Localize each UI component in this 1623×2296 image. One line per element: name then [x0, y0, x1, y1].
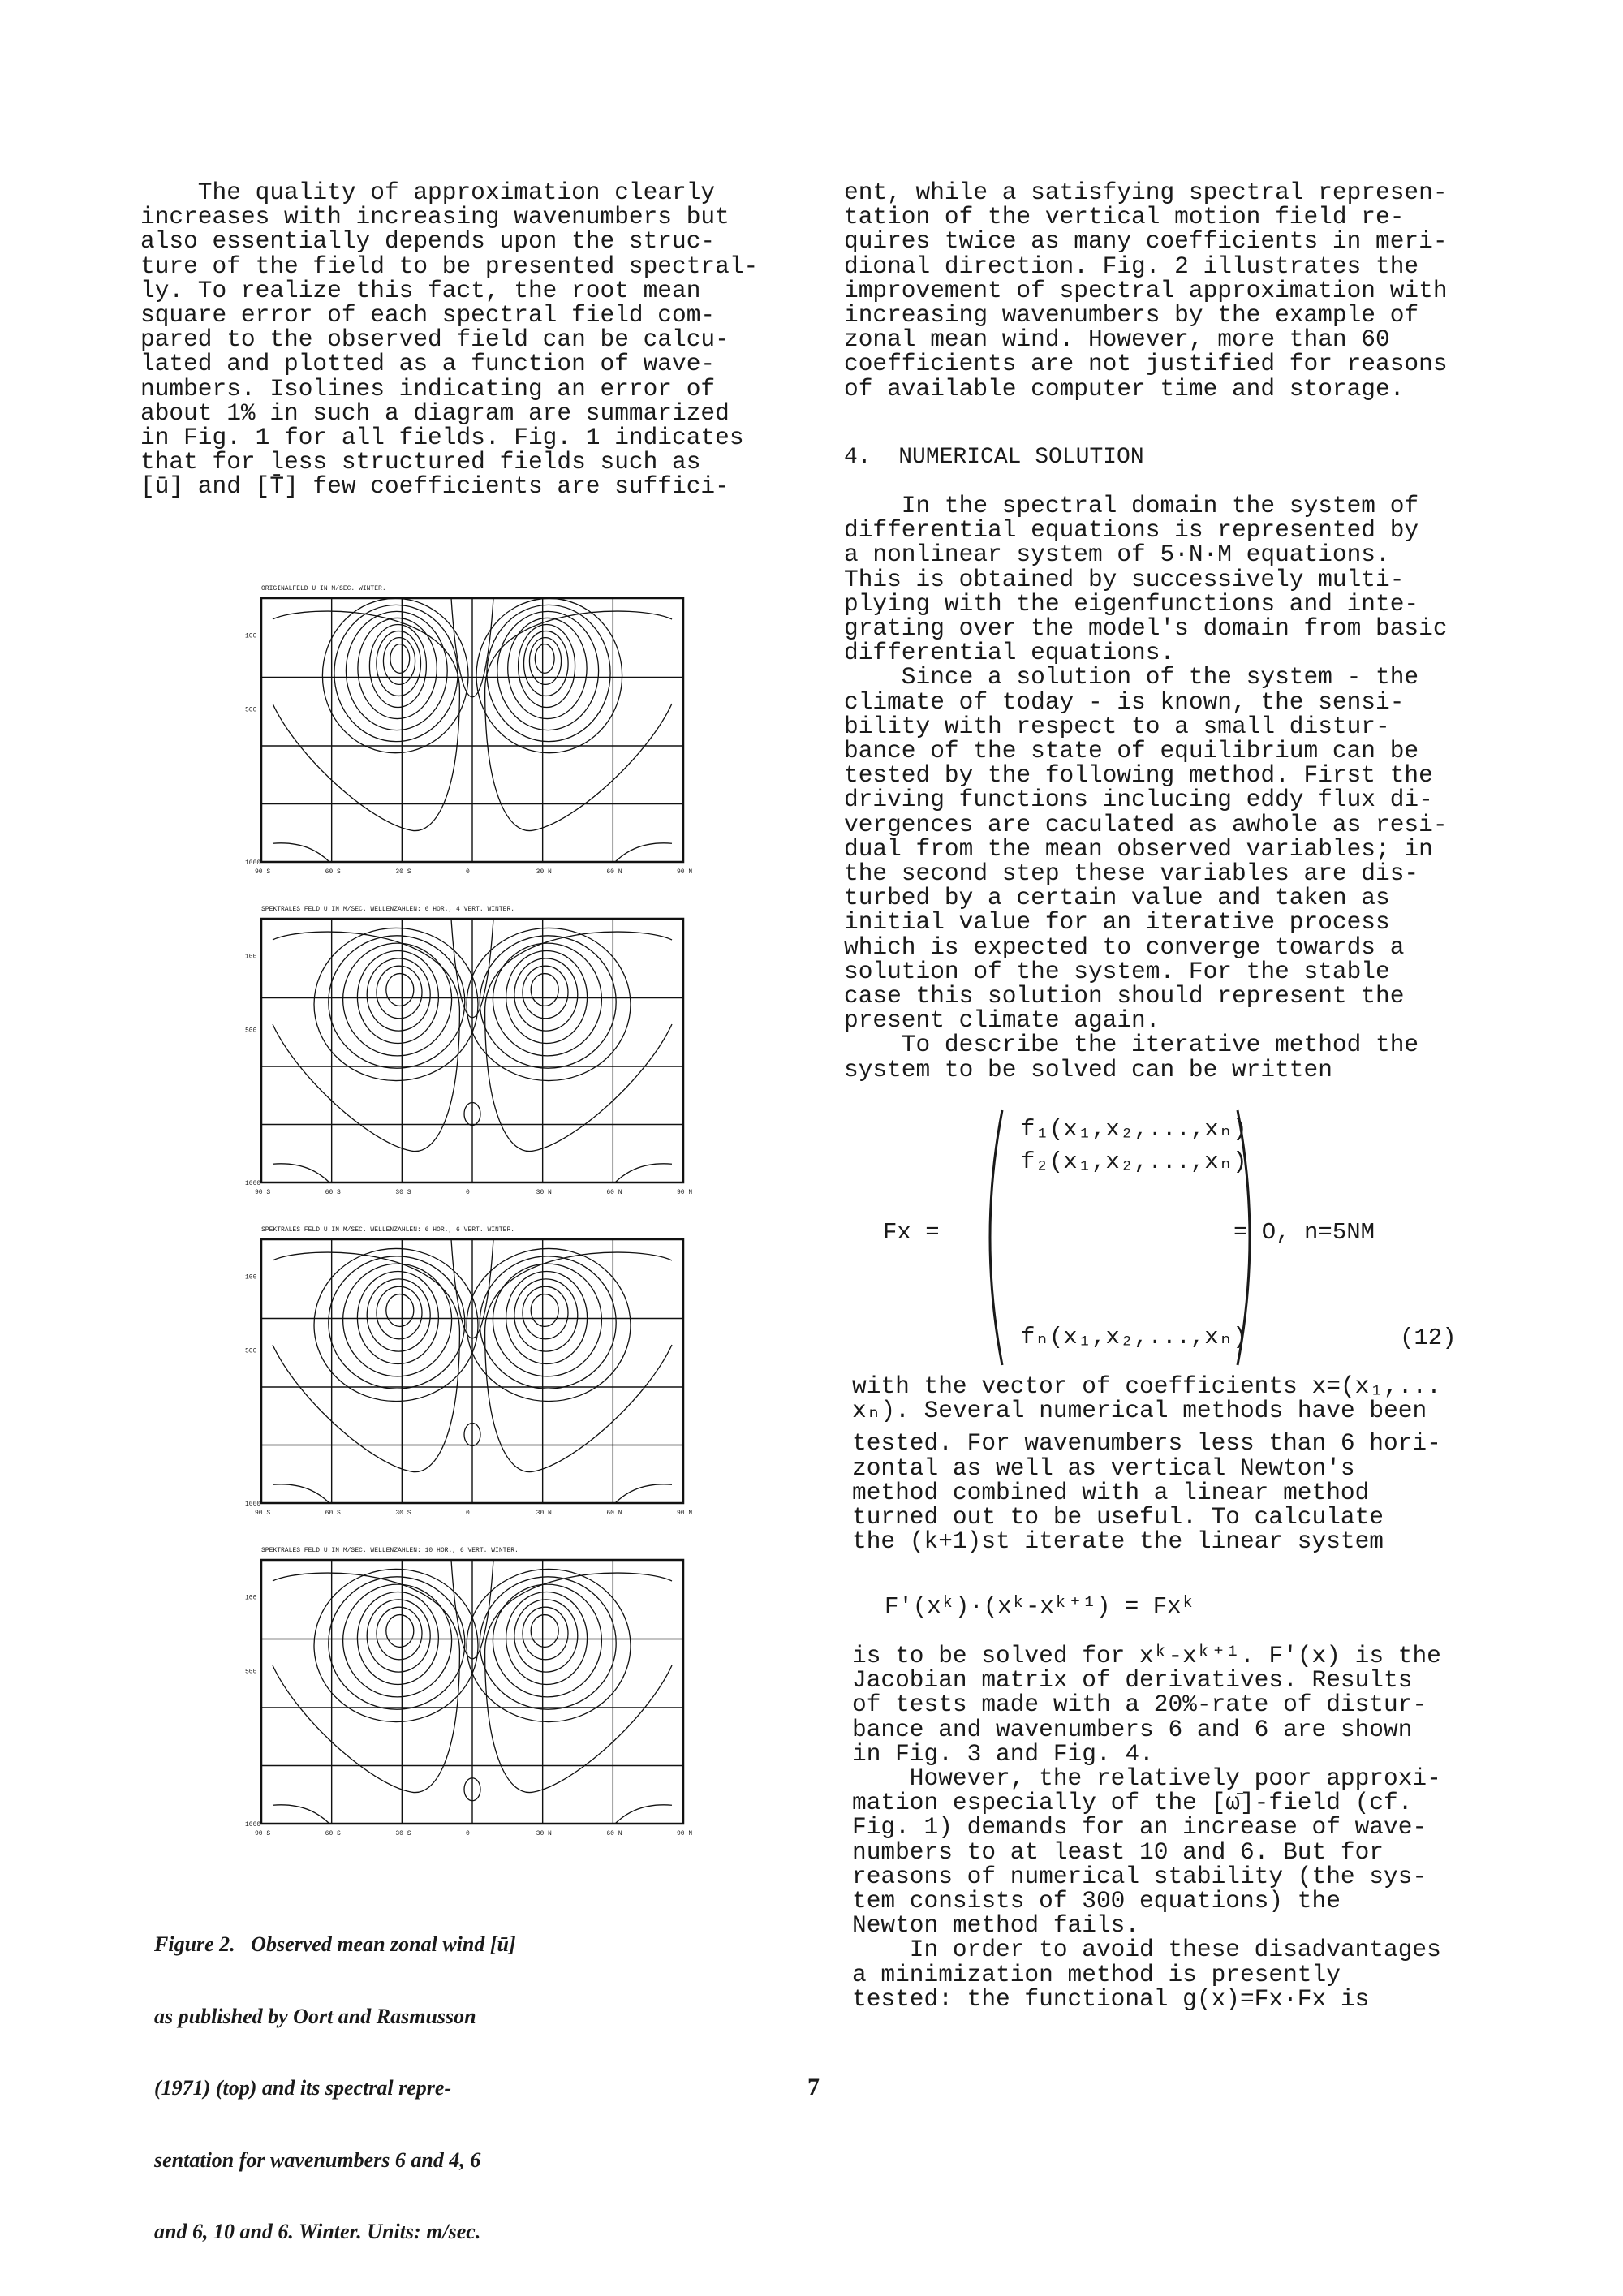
isoline [493, 1264, 601, 1376]
caption-line: Figure 2. Observed mean zonal wind [ū] [154, 1932, 516, 1956]
equation-row-n: fₙ(x₁,x₂,...,xₙ) [1021, 1324, 1247, 1350]
isoline [343, 1584, 452, 1697]
equation-newton: F'(xᵏ)·(xᵏ-xᵏ⁺¹) = Fxᵏ [885, 1593, 1195, 1620]
text-line: dional direction. Fig. 2 illustrates the [844, 252, 1419, 280]
text-line: that for less structured fields such as [140, 448, 701, 476]
text-line: about 1% in such a diagram are summarized [140, 398, 730, 427]
isoline [506, 951, 588, 1044]
text-line: In order to avoid these disadvantages [852, 1936, 1441, 1964]
caption-line: as published by Oort and Rasmusson [154, 2004, 476, 2028]
text-line: square error of each spectral field com- [140, 301, 716, 330]
text-line: vergences are caculated as awhole as resi- [844, 810, 1448, 838]
contour-panel-original [243, 580, 706, 881]
left-paragraph-1 [140, 180, 790, 499]
text-line: differential equations. [844, 639, 1175, 667]
x-tick-label: 60 N [606, 868, 622, 876]
figure-caption [154, 1885, 803, 2268]
isoline [273, 843, 329, 862]
x-tick-label: 90 S [255, 1189, 271, 1196]
x-tick-label: 30 S [395, 1189, 411, 1196]
isoline [487, 605, 610, 741]
x-tick-label: 60 S [325, 1189, 341, 1196]
text-line: increases with increasing wavenumbers but [140, 203, 730, 231]
text-line: tested: the functional g(x)=Fx·Fx is [852, 1984, 1370, 2013]
contour-plot [243, 1542, 706, 1842]
x-tick-label: 90 S [255, 1830, 271, 1837]
contour-plot [243, 901, 706, 1201]
right-paragraph-2 [844, 493, 1485, 1082]
equation-number: (12) [1400, 1325, 1457, 1351]
y-tick-label: 1000 [245, 1501, 261, 1508]
isoline [480, 1256, 616, 1389]
x-tick-label: 0 [466, 1189, 470, 1196]
right-paragraph-3 [852, 1372, 1493, 1556]
text-line: in Fig. 1 for all fields. Fig. 1 indicates [140, 424, 744, 452]
text-line: bance and wavenumbers 6 and 6 are shown [852, 1715, 1413, 1743]
right-paragraph-4 [852, 1643, 1493, 2011]
x-tick-label: 60 N [606, 1830, 622, 1837]
text-line: with the vector of coefficients x=(x₁,... [852, 1372, 1441, 1400]
text-line: plying with the eigenfunctions and inte- [844, 589, 1419, 618]
caption-line: (1971) (top) and its spectral repre- [154, 2076, 452, 2100]
y-tick-label: 1000 [245, 1821, 261, 1829]
equation-lhs: Fx = [883, 1219, 940, 1246]
text-line: case this solution should represent the [844, 982, 1405, 1010]
panel-title: SPEKTRALES FELD U IN M/SEC. WELLENZAHLEN: 6 HOR., 4 VERT. WINTER. [261, 906, 515, 913]
text-line: tem consists of 300 equations) the [852, 1887, 1341, 1915]
isoline [386, 1294, 414, 1327]
x-tick-label: 0 [466, 1830, 470, 1837]
isoline [615, 843, 672, 862]
text-line: numbers. Isolines indicating an error of [140, 374, 716, 403]
x-tick-label: 30 N [536, 868, 552, 876]
isoline [531, 1615, 558, 1648]
isoline [273, 932, 459, 1151]
isoline [615, 1805, 672, 1824]
text-line: quires twice as many coefficients in meri- [844, 227, 1448, 256]
x-tick-label: 90 N [677, 1510, 693, 1517]
text-line: of tests made with a 20%-rate of distur- [852, 1691, 1427, 1719]
isoline [273, 1805, 329, 1824]
text-line: the second step these variables are dis- [844, 859, 1419, 888]
x-tick-label: 90 N [677, 868, 693, 876]
contour-panel-6-4 [243, 901, 706, 1201]
x-tick-label: 90 N [677, 1830, 693, 1837]
page-number: 7 [807, 2074, 820, 2100]
isoline [485, 1573, 672, 1792]
x-tick-label: 90 S [255, 868, 271, 876]
y-tick-label: 1000 [245, 859, 261, 867]
isoline [357, 1272, 438, 1364]
isoline [346, 611, 447, 730]
text-line: zontal as well as vertical Newton's [852, 1454, 1355, 1482]
isoline [493, 1584, 601, 1697]
y-tick-label: 100 [245, 1594, 257, 1602]
text-line: differential equations is represented by [844, 516, 1419, 545]
isoline [357, 951, 438, 1044]
text-line: Fig. 1) demands for an increase of wave- [852, 1813, 1427, 1842]
isoline [329, 936, 465, 1068]
text-line: solution of the system. For the stable [844, 957, 1390, 985]
panel-title: SPEKTRALES FELD U IN M/SEC. WELLENZAHLEN: 6 HOR., 6 VERT. WINTER. [261, 1226, 515, 1234]
isoline [531, 1294, 558, 1327]
equation-row-1: f₁(x₁,x₂,...,xₙ) [1021, 1116, 1247, 1143]
text-line: present climate again. [844, 1006, 1160, 1035]
text-line: also essentially depends upon the struc- [140, 227, 716, 256]
text-line: ent, while a satisfying spectral represen- [844, 179, 1448, 206]
section-heading: 4. NUMERICAL SOLUTION [844, 445, 1144, 470]
isoline [273, 1164, 329, 1182]
text-line: tested by the following method. First the [844, 761, 1433, 790]
isoline [519, 625, 575, 708]
text-line: tested. For wavenumbers less than 6 hori- [852, 1429, 1441, 1458]
text-line: which is expected to converge towards a [844, 933, 1405, 961]
x-tick-label: 90 N [677, 1189, 693, 1196]
text-line: of available computer time and storage. [844, 374, 1405, 403]
isoline [329, 1256, 465, 1389]
y-tick-label: 500 [245, 1027, 257, 1035]
x-tick-label: 30 S [395, 1830, 411, 1837]
isoline [386, 974, 414, 1006]
text-line: increasing wavenumbers by the example of [844, 301, 1419, 330]
panel-title: ORIGINALFELD U IN M/SEC. WINTER. [261, 585, 386, 592]
text-line: Newton method fails. [852, 1911, 1140, 1940]
y-tick-label: 1000 [245, 1180, 261, 1187]
text-line: turbed by a certain value and taken as [844, 884, 1390, 912]
text-line: turned out to be useful. To calculate [852, 1503, 1384, 1531]
isoline [485, 932, 672, 1151]
text-line: [ū] and [T̄] few coefficients are suffici- [140, 472, 730, 501]
text-line: Since a solution of the system - the [844, 663, 1419, 691]
x-tick-label: 0 [466, 1510, 470, 1517]
equation-rhs: = O, n=5NM [1233, 1219, 1375, 1246]
isoline [480, 1577, 616, 1709]
isoline [386, 1615, 414, 1648]
x-tick-label: 60 S [325, 1830, 341, 1837]
text-line: coefficients are not justified for reasons [844, 350, 1448, 378]
x-tick-label: 60 N [606, 1510, 622, 1517]
isoline [334, 605, 458, 741]
isoline [506, 1592, 588, 1685]
contour-panel-10-6 [243, 1542, 706, 1842]
x-tick-label: 60 S [325, 1510, 341, 1517]
text-line: zonal mean wind. However, more than 60 [844, 325, 1390, 354]
left-column [140, 180, 790, 499]
text-line: ture of the field to be presented spectral- [140, 252, 759, 280]
y-tick-label: 100 [245, 1273, 257, 1282]
text-line: a minimization method is presently [852, 1960, 1341, 1988]
isoline [531, 974, 558, 1006]
text-line: improvement of spectral approximation with [844, 276, 1448, 304]
isoline [390, 644, 410, 674]
text-line: is to be solved for xᵏ-xᵏ⁺¹. F'(x) is the [852, 1642, 1441, 1669]
y-tick-label: 500 [245, 1347, 257, 1355]
contour-plot [243, 1221, 706, 1522]
text-line: The quality of approximation clearly [140, 179, 716, 206]
text-line: climate of today - is known, the sensi- [844, 687, 1405, 716]
isoline [497, 611, 599, 730]
text-line: mation especially of the [ω̄]-field (cf. [852, 1789, 1413, 1817]
figure-2 [243, 580, 706, 1871]
isoline [273, 1252, 459, 1471]
isoline [357, 1592, 438, 1685]
x-tick-label: 30 S [395, 1510, 411, 1517]
y-tick-label: 100 [245, 632, 257, 640]
text-line: bility with respect to a small distur- [844, 712, 1390, 740]
contour-panel-6-6 [243, 1221, 706, 1522]
right-column [844, 180, 1485, 401]
x-tick-label: 30 N [536, 1510, 552, 1517]
x-tick-label: 60 N [606, 1189, 622, 1196]
text-line: the (k+1)st iterate the linear system [852, 1527, 1384, 1556]
text-line: system to be solved can be written [844, 1055, 1332, 1083]
isoline [343, 943, 452, 1056]
text-line: lated and plotted as a function of wave- [140, 350, 716, 378]
y-tick-label: 500 [245, 706, 257, 714]
caption-line: and 6, 10 and 6. Winter. Units: m/sec. [154, 2220, 481, 2243]
isoline [506, 1272, 588, 1364]
text-line: driving functions inclucing eddy flux di- [844, 786, 1433, 814]
text-line: a nonlinear system of 5·N·M equations. [844, 541, 1390, 569]
contour-plot [243, 580, 706, 881]
x-tick-label: 30 S [395, 868, 411, 876]
text-line: dual from the mean observed variables; in [844, 834, 1433, 863]
isoline [480, 936, 616, 1068]
isoline [485, 1252, 672, 1471]
text-line: numbers to at least 10 and 6. But for [852, 1837, 1384, 1866]
isoline [343, 1264, 452, 1376]
equation-row-2: f₂(x₁,x₂,...,xₙ) [1021, 1148, 1247, 1175]
x-tick-label: 90 S [255, 1510, 271, 1517]
text-line: xₙ). Several numerical methods have been [852, 1397, 1427, 1425]
isoline [535, 644, 554, 674]
x-tick-label: 60 S [325, 868, 341, 876]
x-tick-label: 30 N [536, 1830, 552, 1837]
isoline [615, 1484, 672, 1503]
panel-title: SPEKTRALES FELD U IN M/SEC. WELLENZAHLEN: 10 HOR., 6 VERT. WINTER. [261, 1547, 519, 1554]
caption-line: sentation for wavenumbers 6 and 4, 6 [154, 2147, 481, 2172]
text-line: tation of the vertical motion field re- [844, 203, 1405, 231]
text-line: pared to the observed field can be calcu- [140, 325, 730, 354]
text-line: grating over the model's domain from basic [844, 614, 1448, 643]
y-tick-label: 500 [245, 1668, 257, 1676]
text-line: ly. To realize this fact, the root mean [140, 276, 701, 304]
text-line: method combined with a linear method [852, 1478, 1370, 1506]
text-line: In the spectral domain the system of [844, 492, 1419, 519]
text-line: To describe the iterative method the [844, 1031, 1419, 1059]
isoline [369, 625, 426, 708]
x-tick-label: 0 [466, 868, 470, 876]
isoline [615, 1164, 672, 1182]
isoline [273, 1573, 459, 1792]
isoline [273, 1484, 329, 1503]
equation-12 [844, 1104, 1485, 1372]
text-line: However, the relatively poor approxi- [852, 1764, 1441, 1793]
text-line: Jacobian matrix of derivatives. Results [852, 1666, 1413, 1695]
x-tick-label: 30 N [536, 1189, 552, 1196]
y-tick-label: 100 [245, 953, 257, 961]
isoline [329, 1577, 465, 1709]
text-line: in Fig. 3 and Fig. 4. [852, 1739, 1154, 1768]
text-line: initial value for an iterative process [844, 908, 1390, 937]
text-line: bance of the state of equilibrium can be [844, 737, 1419, 765]
isoline [493, 943, 601, 1056]
right-paragraph-1 [844, 180, 1485, 401]
text-line: This is obtained by successively multi- [844, 565, 1405, 593]
text-line: reasons of numerical stability (the sys- [852, 1862, 1427, 1890]
